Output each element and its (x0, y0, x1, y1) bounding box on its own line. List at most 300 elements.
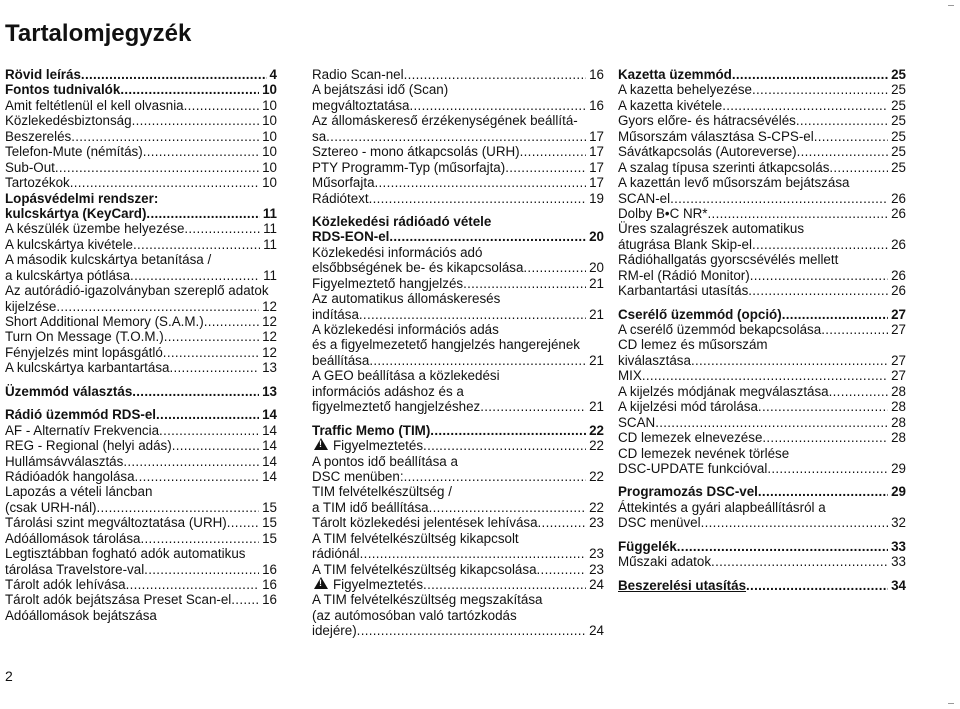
toc-entry-page: 14 (262, 407, 277, 423)
leader-dots (130, 268, 260, 283)
toc-entry (618, 129, 906, 144)
toc-entry-page: 20 (589, 229, 604, 245)
toc-entry (312, 469, 604, 484)
toc-entry (618, 461, 906, 476)
toc-entry-page: 11 (263, 221, 277, 237)
toc-entry-page: 16 (262, 592, 277, 608)
toc-entry-title: REG - Regional (helyi adás) (5, 438, 172, 454)
toc-entry-title: Lopásvédelmi rendszer: (5, 190, 159, 206)
toc-entry-page: 22 (589, 438, 604, 454)
toc-entry (618, 98, 906, 113)
toc-entry-page: 21 (589, 275, 604, 291)
toc-entry (5, 577, 277, 592)
toc-entry (5, 500, 277, 515)
leader-dots (410, 98, 587, 113)
toc-entry-title: RDS-EON-el (312, 229, 390, 245)
toc-entry-title: Sztereo - mono átkapcsolás (URH) (312, 144, 520, 160)
leader-dots (184, 98, 259, 113)
toc-entry-title: Üres szalagrészek automatikus (618, 221, 805, 237)
toc-entry-title: Traffic Memo (TIM) (312, 422, 431, 438)
toc-entry-title: megváltoztatása (312, 97, 410, 113)
leader-dots (722, 98, 888, 113)
leader-dots (123, 454, 259, 469)
leader-dots (369, 191, 587, 206)
toc-entry-title: Dolby B•C NR* (618, 205, 708, 221)
toc-entry-page: 23 (589, 561, 604, 577)
page-number: 2 (5, 668, 13, 684)
leader-dots (523, 260, 586, 275)
toc-entry-title: A TIM felvételkészültség kikapcsolt (312, 530, 519, 546)
toc-entry (5, 299, 277, 314)
toc-entry-title: Cserélő üzemmód (opció) (618, 306, 782, 322)
toc-entry-page: 12 (262, 314, 277, 329)
toc-entry-page: 17 (589, 144, 604, 160)
toc-entry-title: idejére) (312, 623, 357, 639)
leader-dots (782, 307, 888, 322)
toc-entry-page: 11 (263, 267, 277, 283)
toc-entry (5, 345, 277, 360)
leader-dots (357, 623, 586, 638)
leader-dots (204, 314, 259, 329)
toc-entry-title: információs adáshoz és a (312, 383, 464, 399)
toc-entry (5, 113, 277, 128)
leader-dots (505, 160, 586, 175)
toc-entry-title: Gyors előre- és hátracsévélés (618, 113, 796, 129)
toc-entry (618, 415, 906, 430)
toc-entry-title: A kijelzési mód tárolása (618, 399, 758, 415)
toc-entry (312, 337, 604, 352)
toc-entry-page: 28 (891, 414, 906, 430)
toc-entry-title: Fényjelzés mint lopásgátló (5, 344, 163, 360)
leader-dots (170, 360, 260, 375)
toc-entry (618, 191, 906, 206)
toc-entry-page: 20 (589, 260, 604, 276)
toc-entry-title: és a figyelmezetető hangjelzés hangerejének (312, 337, 580, 353)
toc-entry-title: Figyelmeztetés (333, 438, 424, 454)
toc-entry (312, 291, 604, 306)
toc-entry-page: 16 (262, 577, 277, 592)
leader-dots (97, 500, 260, 515)
toc-entry (312, 229, 604, 244)
toc-entry-page: 25 (891, 144, 906, 160)
leader-dots (677, 539, 888, 554)
toc-entry-page: 29 (891, 460, 906, 476)
toc-entry-page: 32 (891, 515, 906, 531)
toc-entry-page: 25 (891, 159, 906, 175)
toc-entry-page: 21 (589, 306, 604, 322)
toc-entry-title: A közlekedési információs adás (312, 322, 499, 337)
toc-entry (618, 515, 906, 530)
toc-entry (312, 423, 604, 438)
toc-entry (618, 283, 906, 298)
toc-entry-title: A cserélő üzemmód bekapcsolása (618, 322, 822, 337)
toc-entry-title: Tárolt közlekedési jelentések lehívása (312, 515, 538, 531)
toc-entry-title: (csak URH-nál) (5, 499, 97, 515)
toc-entry-title: Közlekedési rádióadó vétele (312, 213, 492, 229)
toc-entry (618, 353, 906, 368)
toc-entry (312, 623, 604, 638)
toc-entry-page: 28 (891, 383, 906, 399)
toc-entry-page: 24 (589, 577, 604, 592)
leader-dots (375, 175, 587, 190)
toc-entry-page: 10 (262, 113, 277, 129)
toc-entry (312, 592, 604, 607)
leader-dots (159, 423, 259, 438)
toc-entry-title: Rádió üzemmód RDS-el (5, 407, 157, 423)
toc-entry-page: 10 (262, 175, 277, 191)
toc-entry (618, 221, 906, 236)
toc-entry (5, 360, 277, 375)
toc-entry-title: A GEO beállítása a közlekedési (312, 368, 500, 384)
leader-dots (670, 191, 888, 206)
toc-column-1 (5, 67, 277, 623)
toc-entry-page: 27 (891, 306, 906, 322)
toc-entry-page: 12 (262, 298, 277, 314)
toc-entry (312, 500, 604, 515)
leader-dots (796, 113, 888, 128)
toc-entry (5, 438, 277, 453)
leader-dots (758, 399, 888, 414)
toc-entry-title: Turn On Message (T.O.M.) (5, 329, 164, 345)
toc-entry-title: Fontos tudnivalók (5, 82, 121, 98)
toc-entry (312, 113, 604, 128)
toc-entry (5, 160, 277, 175)
toc-entry-title: Figyelmeztető hangjelzés (312, 275, 464, 291)
leader-dots (655, 415, 888, 430)
toc-entry-title: beállítása (312, 352, 370, 368)
leader-dots (326, 129, 586, 144)
toc-entry-page: 25 (891, 113, 906, 129)
toc-entry (312, 454, 604, 469)
toc-entry (312, 129, 604, 144)
toc-entry-page: 21 (589, 352, 604, 368)
toc-entry (618, 500, 906, 515)
toc-entry-page: 27 (891, 368, 906, 384)
toc-entry-title: CD lemez és műsorszám (618, 337, 768, 353)
leader-dots (701, 515, 888, 530)
toc-entry-page: 21 (589, 399, 604, 415)
toc-entry-title: elsőbbségének be- és kikapcsolása (312, 260, 524, 276)
leader-dots (70, 175, 259, 190)
toc-entry (5, 144, 277, 159)
toc-entry-page: 28 (891, 430, 906, 446)
toc-entry-title: Sub-Out (5, 159, 55, 175)
toc-entry (312, 82, 604, 97)
toc-entry-title: CD lemezek elnevezése (618, 430, 763, 446)
toc-entry-page: 25 (891, 67, 906, 82)
toc-entry-title: Az autórádió-igazolványban szereplő adatok (5, 283, 269, 299)
toc-entry-title: Az automatikus állomáskeresés (312, 291, 501, 307)
toc-entry (618, 113, 906, 128)
toc-entry-title: A második kulcskártya betanítása / (5, 252, 212, 268)
toc-entry-page: 14 (262, 468, 277, 484)
toc-entry-page: 16 (589, 97, 604, 113)
leader-dots (732, 67, 888, 82)
leader-dots (758, 484, 888, 499)
warning-icon (314, 438, 328, 450)
toc-entry (5, 206, 277, 221)
toc-entry-page: 14 (262, 453, 277, 469)
toc-entry-title: Műszaki adatok (618, 554, 712, 570)
toc-entry-title: Rádióhallgatás gyorscsévélés mellett (618, 252, 839, 268)
leader-dots (404, 469, 587, 484)
toc-entry-title: A kulcskártya karbantartása (5, 360, 170, 376)
toc-entry-page: 33 (891, 554, 906, 570)
leader-dots (752, 237, 888, 252)
toc-entry (5, 469, 277, 484)
toc-entry-title: Lapozás a vételi láncban (5, 484, 153, 500)
leader-dots (231, 592, 259, 607)
toc-entry-page: 26 (891, 236, 906, 252)
toc-entry (5, 283, 277, 298)
leader-dots (163, 345, 259, 360)
leader-dots (711, 554, 888, 569)
leader-dots (144, 562, 259, 577)
toc-entry-page: 15 (262, 499, 277, 515)
leader-dots (184, 221, 260, 236)
leader-dots (132, 384, 259, 399)
toc-entry (618, 268, 906, 283)
toc-entry (312, 98, 604, 113)
leader-dots (143, 144, 259, 159)
toc-entry-page: 25 (891, 97, 906, 113)
toc-entry-title: Rövid leírás (5, 67, 81, 82)
toc-column-2 (312, 67, 604, 639)
toc-entry-title: Áttekintés a gyári alapbeállításról a (618, 499, 826, 515)
toc-entry (618, 430, 906, 445)
toc-entry-page: 33 (891, 538, 906, 554)
toc-entry (312, 399, 604, 414)
toc-entry (312, 175, 604, 190)
toc-entry-title: Műsorszám választása S-CPS-el (618, 128, 814, 144)
toc-entry-title: A TIM felvételkészültség megszakítása (312, 592, 543, 608)
toc-entry (312, 484, 604, 499)
leader-dots (814, 129, 888, 144)
toc-entry (312, 531, 604, 546)
toc-entry (618, 175, 906, 190)
toc-entry (5, 175, 277, 190)
toc-entry (312, 577, 604, 592)
leader-dots (537, 562, 587, 577)
toc-entry (5, 562, 277, 577)
toc-entry-page: 29 (891, 484, 906, 500)
leader-dots (538, 515, 587, 530)
toc-entry-title: kiválasztása (618, 352, 691, 368)
toc-entry-title: Hullámsávválasztás (5, 453, 124, 469)
toc-entry-page: 34 (891, 577, 906, 593)
toc-entry (618, 67, 906, 82)
toc-entry-page: 10 (262, 144, 277, 160)
toc-entry-title: A pontos idő beállítása a (312, 453, 458, 469)
toc-entry-title: Műsorfajta (312, 175, 375, 191)
toc-entry-title: Legtisztábban fogható adók automatikus (5, 546, 246, 562)
toc-entry-title: CD lemezek nevének törlése (618, 445, 790, 461)
toc-entry-title: PTY Programm-Typ (műsorfajta) (312, 159, 506, 175)
leader-dots (140, 531, 259, 546)
toc-entry (5, 237, 277, 252)
toc-entry-title: tárolása Travelstore-val (5, 561, 145, 577)
leader-dots (81, 67, 267, 82)
leader-dots (767, 461, 888, 476)
toc-entry-page: 26 (891, 267, 906, 283)
crop-mark (948, 5, 954, 6)
toc-entry-page: 10 (262, 159, 277, 175)
toc-entry-page: 12 (262, 344, 277, 360)
toc-entry (312, 307, 604, 322)
toc-entry-page: 26 (891, 190, 906, 206)
leader-dots (132, 113, 260, 128)
toc-entry (5, 268, 277, 283)
toc-entry (312, 160, 604, 175)
toc-entry-title: A szalag típusa szerinti átkapcsolás (618, 159, 830, 175)
toc-entry-title: TIM felvételkészültség / (312, 484, 452, 500)
toc-entry-page: 10 (262, 128, 277, 144)
crop-mark (948, 703, 954, 704)
leader-dots (430, 423, 586, 438)
toc-entry-page: 13 (262, 360, 277, 376)
toc-entry-title: Telefon-Mute (némítás) (5, 144, 143, 160)
toc-entry-page: 23 (589, 546, 604, 562)
toc-entry (312, 322, 604, 337)
toc-entry (618, 307, 906, 322)
toc-entry-page: 17 (589, 128, 604, 144)
toc-entry-title: DSC menüben: (312, 468, 404, 484)
toc-entry (312, 276, 604, 291)
toc-entry-page: 19 (589, 190, 604, 206)
toc-entry-page: 15 (262, 515, 277, 531)
toc-entry-title: DSC-UPDATE funkcióval (618, 460, 768, 476)
toc-entry-page: 26 (891, 283, 906, 299)
toc-entry (312, 368, 604, 383)
leader-dots (423, 577, 586, 592)
leader-dots (55, 160, 259, 175)
toc-entry (5, 314, 277, 329)
toc-entry-title: A bejátszási idő (Scan) (312, 82, 449, 98)
toc-entry (5, 67, 277, 82)
toc-entry-title: Rádióadók hangolása (5, 468, 135, 484)
toc-entry (5, 98, 277, 113)
toc-entry (618, 539, 906, 554)
page-title: Tartalomjegyzék (5, 20, 192, 47)
leader-dots (120, 82, 259, 97)
toc-entry (5, 515, 277, 530)
leader-dots (359, 307, 586, 322)
toc-entry (5, 191, 277, 206)
leader-dots (691, 353, 888, 368)
toc-entry-title: Tárolt adók lehívása (5, 577, 126, 592)
leader-dots (423, 438, 586, 453)
leader-dots (708, 206, 889, 221)
toc-entry (618, 206, 906, 221)
leader-dots (360, 546, 586, 561)
leader-dots (404, 67, 587, 82)
leader-dots (389, 229, 586, 244)
toc-entry-page: 4 (269, 67, 277, 82)
toc-entry-title: Sávátkapcsolás (Autoreverse) (618, 144, 797, 160)
toc-entry (5, 384, 277, 399)
toc-column-3 (618, 67, 906, 593)
toc-entry-title: A kazetta kivétele (618, 97, 723, 113)
toc-entry (312, 245, 604, 260)
toc-entry (618, 384, 906, 399)
leader-dots (829, 160, 888, 175)
leader-dots (156, 407, 259, 422)
toc-entry-page: 17 (589, 159, 604, 175)
leader-dots (762, 430, 888, 445)
toc-entry-page: 23 (589, 515, 604, 531)
toc-entry-page: 25 (891, 82, 906, 98)
toc-entry-page: 16 (262, 561, 277, 577)
leader-dots (369, 353, 586, 368)
toc-entry-title: Függelék (618, 538, 677, 554)
toc-entry-title: A kulcskártya kivétele (5, 236, 134, 252)
leader-dots (71, 129, 259, 144)
toc-entry-title: a TIM idő beállítása (312, 499, 429, 515)
toc-entry-page: 22 (589, 468, 604, 484)
toc-entry (5, 484, 277, 499)
toc-entry (618, 484, 906, 499)
toc-entry-title: Közlekedésbiztonság (5, 113, 132, 129)
toc-entry-page: 27 (891, 322, 906, 337)
toc-entry (618, 160, 906, 175)
toc-entry-title: kijelzése (5, 298, 57, 314)
toc-entry-title: Beszerelési utasítás (618, 577, 747, 593)
leader-dots (429, 500, 586, 515)
leader-dots (750, 268, 888, 283)
toc-entry (618, 337, 906, 352)
leader-dots (821, 322, 888, 337)
toc-entry-title: AF - Alternatív Frekvencia (5, 422, 160, 438)
leader-dots (164, 329, 259, 344)
toc-entry-title: átugrása Blank Skip-el (618, 236, 752, 252)
toc-entry (312, 384, 604, 399)
toc-entry (618, 446, 906, 461)
toc-entry-title: figyelmeztető hangjelzéshez (312, 399, 481, 415)
toc-entry-page: 28 (891, 399, 906, 415)
toc-entry (312, 515, 604, 530)
toc-entry-title: Figyelmeztetés (333, 577, 424, 592)
toc-entry-title: A kijelzés módjának megválasztása (618, 383, 829, 399)
toc-entry-page: 22 (589, 422, 604, 438)
toc-entry-title: Tárolt adók bejátszása Preset Scan-el (5, 592, 232, 608)
toc-entry-title: indítása (312, 306, 359, 322)
toc-entry-page: 11 (263, 236, 277, 252)
leader-dots (752, 82, 888, 97)
toc-entry-page: 24 (589, 623, 604, 639)
leader-dots (135, 469, 260, 484)
toc-entry-page: 11 (262, 205, 277, 221)
toc-entry (618, 237, 906, 252)
toc-entry (5, 252, 277, 267)
toc-entry (5, 129, 277, 144)
toc-entry-title: MIX (618, 368, 642, 384)
toc-entry-title: a kulcskártya pótlása (5, 267, 131, 283)
toc-entry-title: Tartozékok (5, 175, 70, 191)
toc-entry-title: RM-el (Rádió Monitor) (618, 267, 750, 283)
leader-dots (126, 577, 260, 592)
toc-entry-title: Radio Scan-nel (312, 67, 404, 82)
toc-entry-title: Közlekedési információs adó (312, 244, 483, 260)
toc-entry-page: 14 (262, 438, 277, 454)
toc-entry-page: 16 (589, 67, 604, 82)
leader-dots (642, 368, 888, 383)
toc-entry-title: SCAN (618, 414, 656, 430)
toc-entry-page: 27 (891, 352, 906, 368)
toc-entry-title: Programozás DSC-vel (618, 484, 758, 500)
toc-entry-page: 17 (589, 175, 604, 191)
toc-entry (5, 221, 277, 236)
toc-entry-page: 14 (262, 422, 277, 438)
